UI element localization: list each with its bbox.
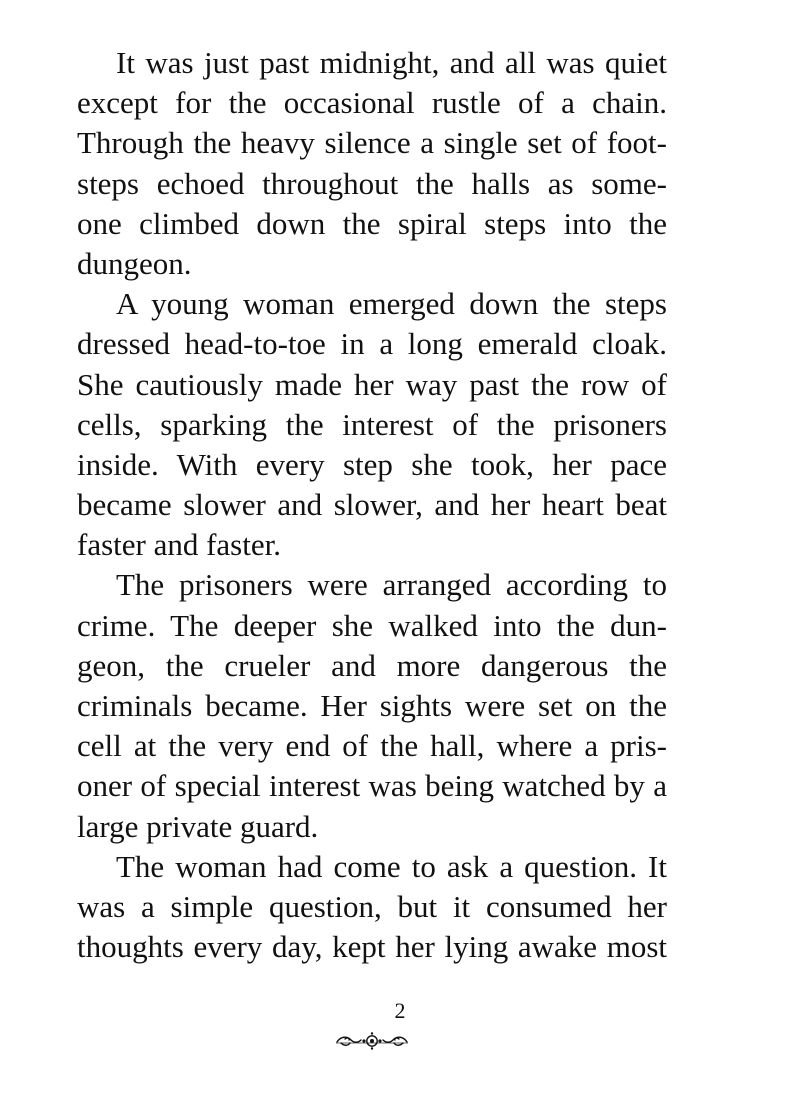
- text-line: geon, the crueler and more dangerous the: [77, 647, 667, 683]
- text-line: Through the heavy silence a single set of foot-: [77, 125, 667, 161]
- text-line: one climbed down the spiral steps into the: [77, 205, 667, 241]
- text-line: criminals became. Her sights were set on the: [77, 688, 667, 723]
- text-line: cell at the very end of the hall, where a pris-: [77, 728, 667, 764]
- text-line: thoughts every day, kept her lying awake most: [77, 929, 667, 965]
- text-line: It was just past midnight, and all was quiet: [116, 45, 667, 80]
- text-line: A young woman emerged down the steps: [116, 286, 667, 322]
- page-number: 2: [394, 998, 406, 1023]
- text-line: inside. With every step she took, her pace: [77, 446, 667, 482]
- text-line: dressed head-to-toe in a long emerald cloak.: [77, 326, 667, 362]
- text-line: The woman had come to ask a question. It: [116, 848, 667, 884]
- text-line: cells, sparking the interest of the prisoners: [77, 406, 667, 442]
- text-line: She cautiously made her way past the row of: [77, 366, 667, 402]
- text-line: was a simple question, but it consumed her: [77, 888, 667, 924]
- text-line: crime. The deeper she walked into the dun-: [77, 607, 667, 643]
- body-text: [77, 43, 667, 967]
- text-line: faster and faster.: [77, 527, 281, 563]
- text-line: The prisoners were arranged according to: [116, 567, 667, 603]
- text-line: steps echoed throughout the halls as some-: [77, 165, 667, 201]
- text-line: large private guard.: [77, 808, 319, 844]
- text-line: became slower and slower, and her heart beat: [77, 487, 667, 523]
- flourish-ornament-icon: [335, 1030, 409, 1052]
- text-line: except for the occasional rustle of a chain.: [77, 85, 667, 121]
- text-line: oner of special interest was being watched by a: [77, 768, 667, 804]
- text-line: dungeon.: [77, 245, 192, 281]
